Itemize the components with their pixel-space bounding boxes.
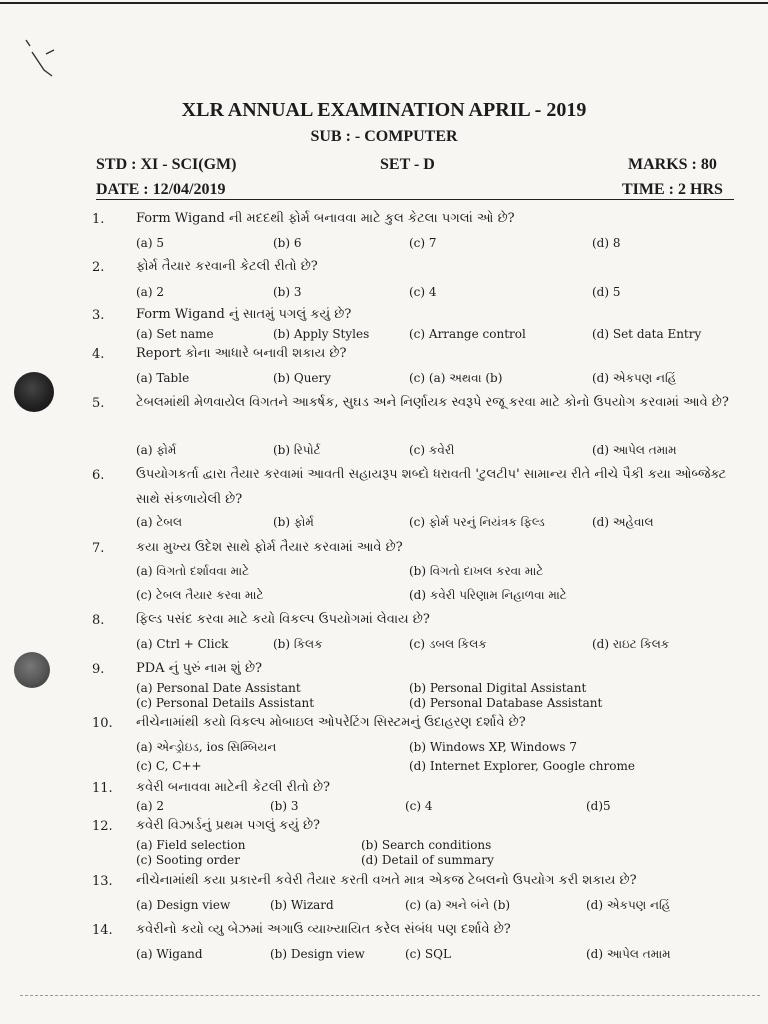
option: (a) વિગતો દર્શાવવા માટે (136, 564, 250, 578)
question-number: 8. (92, 613, 105, 628)
option: (a) Table (136, 371, 190, 385)
question-number: 13. (92, 874, 113, 889)
option: (d) 8 (592, 236, 621, 250)
option: (c) કવેરી (409, 443, 455, 457)
option: (b) Apply Styles (273, 327, 370, 341)
option: (d) રાઇટ કિલક (592, 637, 670, 651)
question-number: 14. (92, 923, 113, 938)
exam-marks: MARKS : 80 (628, 156, 717, 173)
option: (d) Detail of summary (361, 853, 494, 867)
question-number: 5. (92, 396, 105, 411)
option: (d) એકપણ નહિં (586, 898, 671, 912)
question-number: 12. (92, 819, 113, 834)
exam-title: XLR ANNUAL EXAMINATION APRIL - 2019 (181, 99, 587, 121)
option: (c) ડબલ કિલક (409, 637, 487, 651)
option: (b) Design view (270, 947, 365, 961)
option: (b) Windows XP, Windows 7 (409, 740, 577, 754)
option: (c) Personal Details Assistant (136, 696, 315, 710)
option: (b) Search conditions (361, 838, 492, 852)
option: (c) C, C++ (136, 759, 202, 773)
question-text: ટેબલમાંથી મેળવાયેલ વિગતને આકર્ષક, સુઘડ અને નિર્ણાયક સ્વરૂપે રજૂ કરવા માટે કોનો ઉપયોગ કરવામાં આવે છે? (136, 395, 729, 410)
question-number: 1. (92, 212, 105, 227)
option: (b) Query (273, 371, 332, 385)
question-text: કવેરી વિઝાર્ડનું પ્રથમ પગલું કયું છે? (136, 818, 321, 833)
option: (c) 4 (405, 799, 433, 813)
option: (a) Wigand (136, 947, 203, 961)
option: (c) ફોર્મ પરનું નિયંત્રક ફિલ્ડ (409, 515, 545, 529)
question-text: ફોર્મ તૈયાર કરવાની કેટલી રીતો છે? (136, 259, 318, 274)
question-text: Report કોના આધારે બનાવી શકાય છે? (136, 346, 347, 361)
option: (d) Internet Explorer, Google chrome (409, 759, 635, 773)
question-number: 4. (92, 347, 105, 362)
top-border-line (0, 2, 768, 4)
option: (a) Field selection (136, 838, 246, 852)
exam-time: TIME : 2 HRS (622, 181, 723, 198)
option: (b) 6 (273, 236, 302, 250)
bottom-border-line (20, 995, 760, 997)
option: (b) રિપોર્ટ (273, 443, 321, 457)
option: (c) Arrange control (409, 327, 526, 341)
option: (a) ફોર્મ (136, 443, 177, 457)
question-number: 6. (92, 468, 105, 483)
question-number: 11. (92, 781, 113, 796)
option: (b) કિલક (273, 637, 323, 651)
option: (a) Design view (136, 898, 231, 912)
option: (b) Personal Digital Assistant (409, 681, 587, 695)
punch-hole (14, 652, 50, 688)
option: (d)5 (586, 799, 611, 813)
option: (a) Personal Date Assistant (136, 681, 301, 695)
punch-hole (14, 372, 54, 412)
question-number: 7. (92, 541, 105, 556)
option: (a) 2 (136, 285, 164, 299)
option: (c) (a) અને બંને (b) (405, 898, 511, 912)
question-text: ઉપયોગકર્તા દ્વારા તૈયાર કરવામાં આવતી સહાયરૂપ શબ્દો ધરાવતી 'ટુલટીપ' સામાન્ય રીતે નીચે પૈકી કયા ઓબ્જેક્ટ સાથે સંકળાયેલી છે? (136, 467, 727, 507)
question-text: કવેરી બનાવવા માટેની કેટલી રીતો છે? (136, 780, 331, 795)
option: (a) એન્ડ્રોઇડ, ios સિમ્બિયન (136, 740, 277, 754)
pen-mark-icon (22, 36, 62, 86)
question-text: નીચેનામાંથી કયો વિકલ્પ મોબાઇલ ઓપરેટિંગ સિસ્ટમનું ઉદાહરણ દર્શાવે છે? (136, 715, 526, 730)
option: (d) 5 (592, 285, 621, 299)
question-text: નીચેનામાંથી કયા પ્રકારની કવેરી તૈયાર કરતી વખતે માત્ર એકજ ટેબલનો ઉપયોગ કરી શકાય છે? (136, 873, 637, 888)
question-text: Form Wigand ની મદદથી ફોર્મ બનાવવા માટે કુલ કેટલા પગલાં ઓ છે? (136, 211, 515, 226)
option: (a) 2 (136, 799, 164, 813)
exam-set: SET - D (380, 156, 435, 173)
option: (c) 7 (409, 236, 437, 250)
option: (d) કવેરી પરિણામ નિહાળવા માટે (409, 588, 567, 602)
option: (d) એકપણ નહિં (592, 371, 677, 385)
question-text: કવેરીનો કયો વ્યુ બેઝમાં અગાઉ વ્યાખ્યાયિત કરેલ સંબંધ પણ દર્શાવે છે? (136, 922, 511, 937)
exam-standard: STD : XI - SCI(GM) (96, 156, 237, 173)
option: (c) 4 (409, 285, 437, 299)
option: (c) Sooting order (136, 853, 240, 867)
exam-date: DATE : 12/04/2019 (96, 181, 226, 198)
question-text: ફિલ્ડ પસંદ કરવા માટે કયો વિકલ્પ ઉપયોગમાં લેવાય છે? (136, 612, 430, 627)
option: (b) ફોર્મ (273, 515, 314, 529)
option: (b) વિગતો દાખલ કરવા માટે (409, 564, 544, 578)
header-divider (96, 199, 734, 200)
question-number: 10. (92, 716, 113, 731)
option: (a) Ctrl + Click (136, 637, 229, 651)
option: (c) (a) અથવા (b) (409, 371, 503, 385)
option: (b) 3 (270, 799, 299, 813)
question-text: PDA નું પુરું નામ શું છે? (136, 661, 262, 676)
question-text: કયા મુખ્ય ઉદેશ સાથે ફોર્મ તૈયાર કરવામાં આવે છે? (136, 540, 403, 555)
option: (d) Personal Database Assistant (409, 696, 603, 710)
option: (d) Set data Entry (592, 327, 702, 341)
question-number: 2. (92, 260, 105, 275)
option: (a) Set name (136, 327, 214, 341)
option: (c) SQL (405, 947, 451, 961)
option: (d) અહેવાલ (592, 515, 654, 529)
question-number: 3. (92, 308, 105, 323)
option: (d) આપેલ તમામ (586, 947, 671, 961)
option: (a) ટેબલ (136, 515, 183, 529)
option: (d) આપેલ તમામ (592, 443, 677, 457)
option: (a) 5 (136, 236, 164, 250)
exam-subject: SUB : - COMPUTER (310, 128, 458, 145)
option: (b) Wizard (270, 898, 334, 912)
option: (b) 3 (273, 285, 302, 299)
question-text: Form Wigand નું સાતમું પગલું કયું છે? (136, 307, 352, 322)
question-number: 9. (92, 662, 105, 677)
option: (c) ટેબલ તૈયાર કરવા માટે (136, 588, 264, 602)
